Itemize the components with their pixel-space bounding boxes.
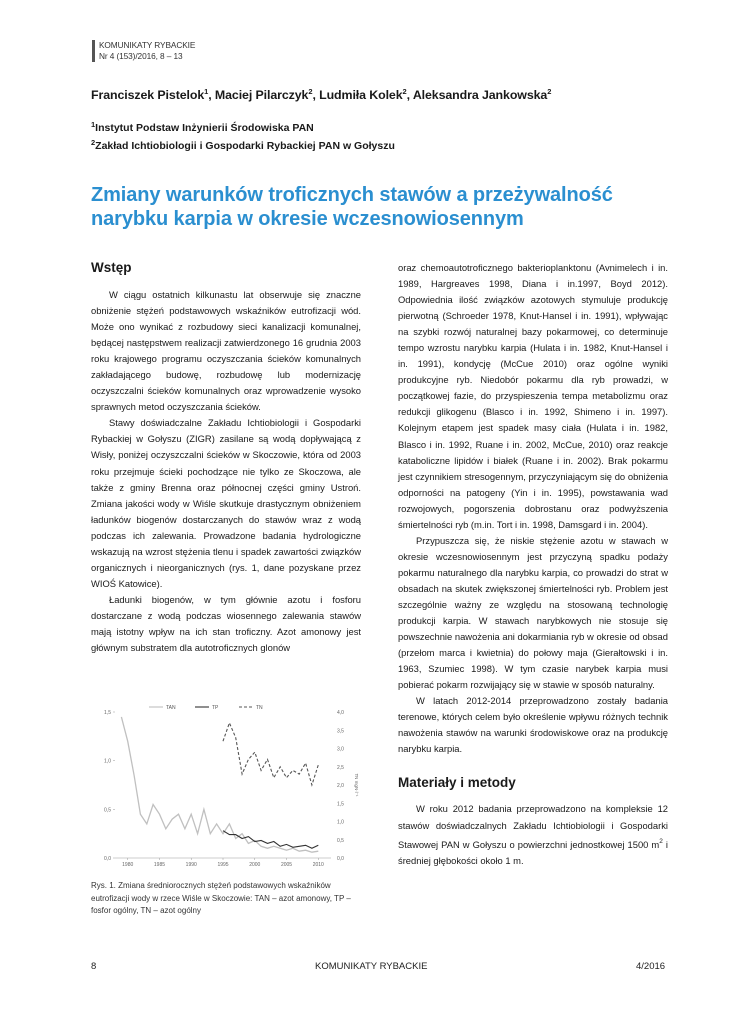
x-tick-label: 2005 (280, 862, 293, 868)
y-right-axis-label: TN mgN·l⁻¹ (354, 773, 359, 797)
paragraph: Stawy doświadczalne Zakładu Ichtiobiologii i Gospodarki Rybackiej w Gołyszu (ZIGR) zasilane są wodą dopływającą z Wisły, poniżej oczyszczalni ścieków w Skoczowie, która od 2003 roku przejmuje ścieki pochodzące nie tylko ze Skoczowa, ale także z gminy Brenna oraz północnej części gminy Ustroń. Zmiana jakości wody w Wiśle skutkuje drastycznym obniżeniem ładunków biogenów dostarczanych do stawów wraz z wodą podczas ich zalewania. Prowadzone badania hydrologiczne wskazują na wzrost stężenia tlenu i spadek zawartości związków organicznych i nieorganicznych (rys. 1, dane pozyskane przez WIOŚ Katowice). (91, 417, 361, 589)
legend-label: TN (256, 705, 263, 711)
author: Franciszek Pistelok$^1$, (91, 87, 215, 102)
y-left-tick-label: 0,5 (104, 807, 111, 814)
y-left-tick-label: 0,0 (104, 856, 111, 862)
paragraph: W latach 2012-2014 przeprowadzono zostały badania terenowe, których celem było określenie wpływu różnych technik nawożenia stawów na warunki środowiskowe oraz na produkcję narybku karpia. (398, 695, 668, 755)
y-left-tick-label: 1,5 (104, 710, 111, 716)
x-tick-label: 2010 (312, 862, 324, 868)
paragraph: Przypuszcza się, że niskie stężenie azotu w stawach w okresie wczesnowiosennym jest przyczyną spadku podaży pokarmu naturalnego dla narybku karpia, co prowadzi do strat w obsadach na skutek zwiększonej śmiertelności ryb. Problem jest szczególnie ważny ze względu na stosowaną technologię produkcji karpia. W stawach narybkowych nie stosuje się powszechnie nawożenia ani dokarmiania ryb w okresie od obsad (przełom marca i kwietnia) do połowy maja (Gierałtowski i in. 1963, Szumiec 1998). W tym czasie narybek karpia musi pobierać pokarm rozwijający się w stawie w sposób naturalny. (398, 534, 668, 691)
paragraph: W roku 2012 badania przeprowadzono na kompleksie 12 stawów doświadczalnych Zakładu Ichtiobiologii i Gospodarki Stawowej PAN w Gołyszu o powierzchni jednostkowej 1500 $m^2$ i średniej głębokości około 1 m. (398, 803, 668, 866)
footer-issue: 4/2016 (636, 961, 666, 972)
y-right-tick-label: 4,0 (337, 710, 344, 716)
line-chart (91, 700, 363, 878)
figure-caption (91, 880, 366, 918)
affiliation: $^2$Zakład Ichtiobiologii i Gospodarki Rybackiej PAN w Gołyszu (91, 138, 395, 152)
section-heading-intro: Wstęp (91, 260, 132, 275)
paragraph: Ładunki biogenów, w tym głównie azotu i fosforu dostarczane z wodą podczas wiosennego zalewania stawów mają istotny wpływ na ich stan troficzny. Azot amonowy jest głównym substratem dla autotroficznych glonów (91, 593, 361, 654)
journal-name: KOMUNIKATY RYBACKIE (99, 40, 196, 50)
author: Maciej Pilarczyk$^2$, (214, 87, 320, 102)
paragraph: W ciągu ostatnich kilkunastu lat obserwuje się znaczne obniżenie stężeń podstawowych wskaźników eutrofizacji wód. Może ono wynikać z rozbudowy sieci kanalizacji komunalnej, będącej następstwem realizacji zatwierdzonego 16 grudnia 2003 roku krajowego programu oczyszczania ścieków komunalnych zakładającego budowę, rozbudowę lub modernizację oczyszczalni ścieków komunalnych oraz wprowadzenie wysoko sprawnych metod oczyszczania ścieków. (91, 289, 361, 413)
series-line-tp (223, 831, 318, 849)
y-right-tick-label: 0,0 (337, 856, 344, 862)
legend-label: TP (212, 705, 219, 711)
x-tick-label: 2000 (249, 862, 261, 868)
y-right-tick-label: 2,0 (337, 783, 344, 789)
author-list (91, 87, 691, 102)
caption-text: Zmiana średniorocznych stężeń podstawowych wskaźników eutrofizacji wody w rzece Wiśle w Skoczowie: TAN – azot amonowy, TP – fosfor ogólny, TN – azot ogólny (91, 881, 351, 915)
series-line-tn (223, 723, 318, 785)
journal-header (92, 40, 292, 62)
x-tick-label: 1995 (217, 862, 229, 868)
y-right-tick-label: 3,5 (337, 728, 344, 735)
x-tick-label: 1985 (153, 862, 166, 868)
page-number: 8 (91, 961, 97, 972)
section-heading-methods: Materiały i metody (398, 775, 516, 791)
figure-chart (91, 700, 363, 878)
legend-label: TAN (166, 705, 176, 711)
y-left-tick-label: 1,0 (104, 758, 111, 765)
author: Ludmiła Kolek$^2$, (319, 87, 413, 102)
y-right-tick-label: 1,5 (337, 801, 344, 808)
paragraph: oraz chemoautotroficznego bakterioplanktonu (Avnimelech i in. 1989, Hargreaves 1998, Diana i in.1997, Boyd 2012). Odpowiednia ilość związków azotowych stymuluje produkcję pierwotną (Schroeder 1978, Knut-Hansel i in. 1991), wpływając na szybki rozwój naturalnej bazy pokarmowej, co determinuje tempo wzrostu narybku karpia (Hulata i in. 1982, Knut-Hansel i in. 1991), kondycję (McCue 2010) oraz ogólne wyniki produkcyjne ryb. Niedobór pokarmu dla ryb prowadzi, w początkowej fazie, do przyspieszenia tempa metabolizmu oraz redukcji glikogenu (Blasco i in. 1992, Shimeno i in. 1997). Kolejnym etapem jest spadek masy ciała (Hulata i in. 1982, Blasco i in. 1992, Ruane i in. 2002, McCue, 2010) oraz reakcje kataboliczne lipidów i białek (Ruane i in. 2002). Brak pokarmu jest czynnikiem stresogennym, przyczyniającym się do obniżenia odporności na patogeny (Yin i in. 1995), powstawania wad rozwojowych, pogorszenia dobrostanu oraz podwyższenia śmiertelności ryb (m.in. Tort i in. 1998, Damsgard i in. 2004). (398, 262, 668, 530)
author: Aleksandra Jankowska$^2$ (412, 87, 552, 102)
footer-journal: KOMUNIKATY RYBACKIE (315, 961, 428, 972)
x-tick-label: 1980 (122, 862, 134, 868)
right-column (398, 260, 668, 869)
x-tick-label: 1990 (185, 862, 197, 868)
caption-label: Rys. 1. (91, 881, 116, 890)
affiliation: $^1$Instytut Podstaw Inżynierii Środowiska PAN (91, 120, 314, 134)
left-column (91, 258, 361, 656)
journal-issue: Nr 4 (153)/2016, 8 – 13 (99, 51, 183, 61)
y-right-tick-label: 0,5 (337, 837, 344, 844)
y-right-tick-label: 1,0 (337, 819, 344, 826)
series-line-tan (121, 717, 318, 852)
article-title: Zmiany warunków troficznych stawów a przeżywalność narybku karpia w okresie wczesnowiosennym (91, 184, 613, 230)
y-right-tick-label: 2,5 (337, 764, 344, 771)
y-right-tick-label: 3,0 (337, 746, 344, 753)
